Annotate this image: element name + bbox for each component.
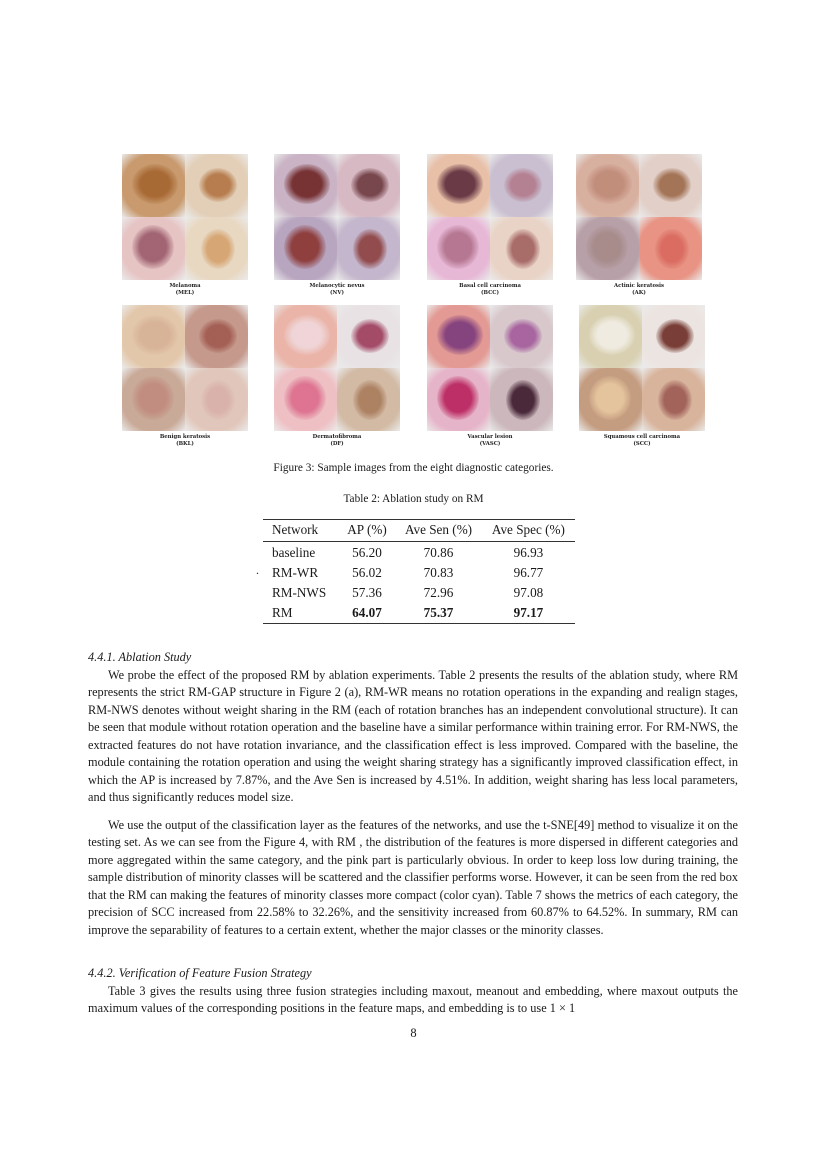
category-name: Benign keratosis xyxy=(159,434,211,440)
category-name: Vascular lesion xyxy=(467,434,513,440)
sample-image-grid xyxy=(427,305,553,431)
sample-image xyxy=(122,368,185,431)
category-abbr: (SCC) xyxy=(633,441,651,447)
lesion-shape xyxy=(199,168,237,202)
sample-image-grid xyxy=(122,305,248,431)
category-abbr: (MEL) xyxy=(175,290,195,296)
panel-basal-cell-carcinoma xyxy=(427,154,553,297)
lesion-shape xyxy=(132,376,174,420)
spec-cell: 96.77 xyxy=(513,565,544,580)
category-name: Actinic keratosis xyxy=(614,283,664,289)
lesion-shape xyxy=(506,229,540,269)
sample-image xyxy=(274,217,337,280)
lesion-shape xyxy=(201,229,235,269)
sample-image xyxy=(576,217,639,280)
table-row xyxy=(263,563,575,583)
sample-image xyxy=(185,217,248,280)
sample-image-grid xyxy=(579,305,705,431)
panel-label xyxy=(427,283,553,297)
sample-image xyxy=(274,305,337,368)
sample-image xyxy=(185,368,248,431)
lesion-shape xyxy=(284,315,330,355)
category-abbr: (DF) xyxy=(330,441,344,447)
ap-cell: 56.02 xyxy=(352,565,382,580)
sample-image xyxy=(576,154,639,217)
category-abbr: (BKL) xyxy=(176,441,194,447)
network-cell: RM-NWS xyxy=(272,585,327,600)
column-header: Ave Spec (%) xyxy=(482,520,575,542)
panel-label xyxy=(427,434,553,448)
sample-image xyxy=(337,305,400,368)
column-header: AP (%) xyxy=(339,520,395,542)
lesion-shape xyxy=(351,319,389,353)
stray-mark: . xyxy=(256,563,259,577)
lesion-shape xyxy=(437,225,479,269)
lesion-shape xyxy=(437,376,479,420)
panel-label xyxy=(576,283,702,297)
sample-image xyxy=(185,154,248,217)
page-number: 8 xyxy=(410,1026,417,1040)
table-row xyxy=(263,542,575,564)
sample-image xyxy=(185,305,248,368)
panel-melanocytic-nevus xyxy=(274,154,400,297)
lesion-shape xyxy=(506,380,540,420)
lesion-shape xyxy=(653,168,691,202)
lesion-shape xyxy=(284,376,326,420)
sample-image xyxy=(337,368,400,431)
sample-image xyxy=(274,154,337,217)
sen-cell: 70.86 xyxy=(423,545,454,560)
column-header: Ave Sen (%) xyxy=(395,520,482,542)
lesion-shape xyxy=(437,164,483,204)
sample-image xyxy=(274,368,337,431)
sample-image xyxy=(579,305,642,368)
panel-vascular-lesion xyxy=(427,305,553,448)
paragraph: We use the output of the classification layer as the features of the networks, and use the t-SNE[49] method to visualize it on the testing set. As we can see from the Figure 4, with RM , the distribution of the features is more dispersed in different categories and more aggregated within the same category, and the pink part is particularly obvious. In order to keep loss low during training, the sample distribution of minority classes will be scattered and the classifier performs worse. However, it can be seen from the red box that the RM can making the features of minority classes more compact (color cyan). Table 7 shows the metrics of each category, the precision of SCC increased from 22.58% to 32.26%, and the sensitivity increased from 60.87% to 64.52%. In summary, RM can improve the separability of features to a certain extent, whether the major classes or the minority classes. xyxy=(88,818,738,937)
sample-image xyxy=(639,217,702,280)
ap-cell: 64.07 xyxy=(352,605,382,620)
sample-image xyxy=(427,217,490,280)
panel-actinic-keratosis xyxy=(576,154,702,297)
sample-image xyxy=(337,217,400,280)
sample-image xyxy=(122,305,185,368)
ap-cell: 56.20 xyxy=(352,545,382,560)
paragraph: Table 3 gives the results using three fusion strategies including maxout, meanout and embedding, where maxout outputs the maximum values of the corresponding positions in the feature maps, and embedding is to use 1 × 1 xyxy=(88,984,738,1016)
category-name: Melanoma xyxy=(169,283,201,289)
column-header: Network xyxy=(263,520,339,542)
lesion-shape xyxy=(351,168,389,202)
sample-image xyxy=(490,305,553,368)
table-row xyxy=(263,603,575,624)
table-caption: Table 2: Ablation study on RM xyxy=(343,493,484,505)
panel-label xyxy=(274,283,400,297)
lesion-shape xyxy=(658,380,692,420)
category-name: Basal cell carcinoma xyxy=(459,283,521,289)
sample-image xyxy=(337,154,400,217)
sample-image-grid xyxy=(274,154,400,280)
network-cell: RM xyxy=(272,605,293,620)
sample-image xyxy=(642,305,705,368)
spec-cell: 96.93 xyxy=(513,545,544,560)
lesion-shape xyxy=(353,380,387,420)
category-abbr: (VASC) xyxy=(479,441,501,447)
panel-melanoma xyxy=(122,154,248,297)
panel-label xyxy=(579,434,705,448)
sample-image xyxy=(490,217,553,280)
sample-image-grid xyxy=(122,154,248,280)
sample-image xyxy=(490,154,553,217)
panel-squamous-cell-carcinoma xyxy=(579,305,705,448)
figure-caption: Figure 3: Sample images from the eight diagnostic categories. xyxy=(273,462,554,474)
panel-benign-keratosis xyxy=(122,305,248,448)
sample-image-grid xyxy=(274,305,400,431)
sample-image xyxy=(122,154,185,217)
lesion-shape xyxy=(504,168,542,202)
sample-image xyxy=(122,217,185,280)
lesion-shape xyxy=(586,164,632,204)
panel-dermatofibroma xyxy=(274,305,400,448)
lesion-shape xyxy=(656,319,694,353)
lesion-shape xyxy=(589,376,631,420)
lesion-shape xyxy=(589,315,635,355)
lesion-shape xyxy=(655,229,689,269)
panel-label xyxy=(122,434,248,448)
lesion-shape xyxy=(201,380,235,420)
lesion-shape xyxy=(132,164,178,204)
sample-image xyxy=(642,368,705,431)
sample-image xyxy=(427,305,490,368)
lesion-shape xyxy=(132,225,174,269)
category-name: Melanocytic nevus xyxy=(309,283,365,289)
spec-cell: 97.17 xyxy=(513,605,544,620)
table-row xyxy=(263,583,575,603)
sen-cell: 75.37 xyxy=(423,605,454,620)
section-heading-ablation-study: 4.4.1. Ablation Study xyxy=(88,650,192,664)
spec-cell: 97.08 xyxy=(513,585,544,600)
lesion-shape xyxy=(132,315,178,355)
sample-image-grid xyxy=(427,154,553,280)
lesion-shape xyxy=(504,319,542,353)
lesion-shape xyxy=(199,319,237,353)
category-name: Dermatofibroma xyxy=(312,434,362,440)
category-abbr: (AK) xyxy=(632,290,646,296)
category-abbr: (BCC) xyxy=(480,290,500,296)
sample-image xyxy=(639,154,702,217)
sample-image-grid xyxy=(576,154,702,280)
sen-cell: 72.96 xyxy=(423,585,454,600)
lesion-shape xyxy=(353,229,387,269)
sample-image xyxy=(490,368,553,431)
panel-label xyxy=(274,434,400,448)
category-name: Squamous cell carcinoma xyxy=(603,434,681,440)
sample-image xyxy=(427,154,490,217)
panel-label xyxy=(122,283,248,297)
network-cell: baseline xyxy=(272,545,316,560)
ablation-table xyxy=(263,519,575,624)
sample-image xyxy=(427,368,490,431)
table-header-row xyxy=(263,520,575,542)
ap-cell: 57.36 xyxy=(352,585,382,600)
lesion-shape xyxy=(586,225,628,269)
lesion-shape xyxy=(284,164,330,204)
section-heading-feature-fusion: 4.4.2. Verification of Feature Fusion Strategy xyxy=(88,966,312,980)
network-cell: RM-WR xyxy=(272,565,319,580)
sen-cell: 70.83 xyxy=(423,565,454,580)
sample-image xyxy=(579,368,642,431)
lesion-shape xyxy=(284,225,326,269)
paragraph: We probe the effect of the proposed RM by ablation experiments. Table 2 presents the results of the ablation study, where RM represents the strict RM-GAP structure in Figure 2 (a), RM-WR means no rotation operations in the expanding and realign stages, RM-NWS denotes without weight sharing in the RM (each of rotation branches has an independent convolutional structure). It can be seen that module without rotation operation and the baseline have a similar performance within training error. For RM-NWS, the extracted features do not have rotation invariance, and the classification effect is less improved. Compared with the baseline, the module containing the rotation operation and using the weight sharing strategy has a significantly improved classification effect, in which the AP is increased by 7.87%, and the Ave Sen is increased by 4.51%. In addition, weight sharing has less local parameters, and thus significantly reduces model size. xyxy=(88,668,738,805)
category-abbr: (NV) xyxy=(330,290,344,296)
lesion-shape xyxy=(437,315,483,355)
